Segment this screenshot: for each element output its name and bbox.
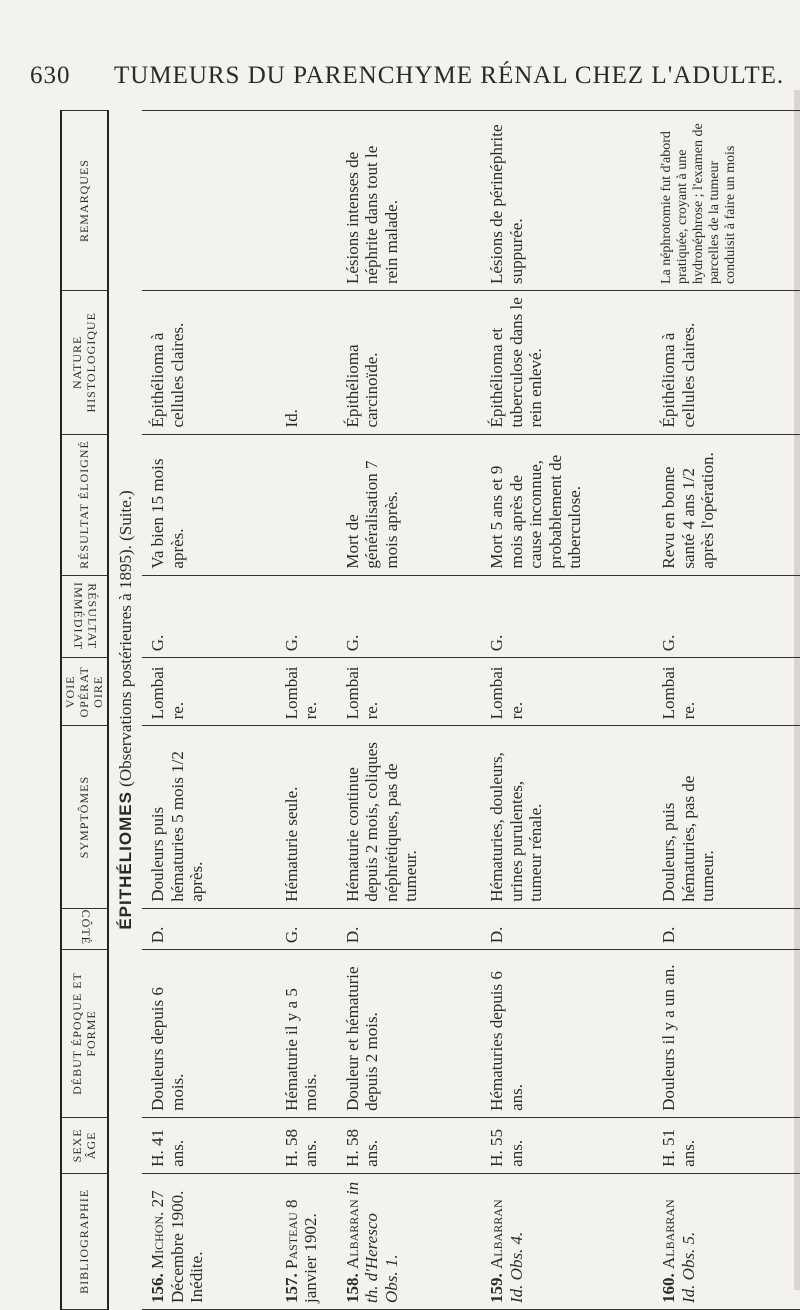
cell-symptomes: Hématurie seule.: [276, 726, 337, 908]
header-bibliographie: BIBLIOGRAPHIE: [61, 1173, 108, 1309]
cell-sexe-age: H. 51 ans.: [653, 1117, 800, 1173]
cell-nature: Épithélioma et tuberculose dans le rein enlevé.: [481, 291, 653, 434]
table-row: [653, 111, 800, 1310]
header-resultat-immediat: [61, 575, 108, 658]
cell-bibliographie: 159. Albarran Id. Obs. 4.: [481, 1173, 653, 1309]
cell-cote: D.: [653, 908, 800, 949]
cell-bibliographie: 158. Albarran in th. d'Herescо Obs. 1.: [337, 1173, 482, 1309]
cell-debut: Hématuries depuis 6 ans.: [481, 950, 653, 1118]
header-resultat-immediat-label: RÉSULTAT IMMÉDIAT: [71, 582, 100, 651]
cell-immediat: G.: [142, 575, 275, 658]
table-row: [337, 111, 482, 1310]
cell-remarques: Lésions intenses de néphrite dans tout le rein malade.: [337, 111, 482, 291]
table-row: [142, 111, 275, 1310]
cell-sexe-age: H. 58 ans.: [276, 1117, 337, 1173]
cell-voie: Lombaire.: [481, 658, 653, 726]
caption-row: [108, 111, 142, 1310]
cell-debut: Douleurs depuis 6 mois.: [142, 950, 275, 1118]
cell-debut: Douleur et hématurie depuis 2 mois.: [337, 950, 482, 1118]
header-symptomes: SYMPTÔMES: [61, 726, 108, 908]
cell-eloigne: Mort 5 ans et 9 mois après de cause inconnue, probablement de tuberculose.: [481, 434, 653, 575]
cell-voie: Lombaire.: [653, 658, 800, 726]
header-resultat-eloigne: RÉSULTAT ÉLOIGNÉ: [61, 434, 108, 575]
table-row: [481, 111, 653, 1310]
cell-immediat: G.: [481, 575, 653, 658]
cell-nature: Épithélioma à cellules claires.: [142, 291, 275, 434]
running-title: TUMEURS DU PARENCHYME RÉNAL CHEZ L'ADULTE.: [114, 62, 785, 89]
cell-bibliographie: 160. Albarran Id. Obs. 5.: [653, 1173, 800, 1309]
epitheliomes-table: [60, 110, 800, 1310]
running-head: [30, 62, 785, 92]
cell-remarques: [142, 111, 275, 291]
caption-strong: ÉPITHÉLIOMES: [116, 791, 136, 930]
page-number: 630: [30, 62, 71, 89]
cell-immediat: G.: [337, 575, 482, 658]
cell-cote: G.: [276, 908, 337, 949]
cell-symptomes: Douleurs puis hématuries 5 mois 1/2 après.: [142, 726, 275, 908]
header-cote-label: CÔTÉ: [78, 909, 93, 946]
cell-cote: D.: [481, 908, 653, 949]
cell-remarques: Lésions de périnéphrite suppurée.: [481, 111, 653, 291]
cell-cote: D.: [142, 908, 275, 949]
cell-sexe-age: H. 58 ans.: [337, 1117, 482, 1173]
cell-nature: Épithélioma carcinoïde.: [337, 291, 482, 434]
cell-eloigne: Va bien 15 mois après.: [142, 434, 275, 575]
cell-remarques: La néphrotomie fut d'abord pratiquée, croyant à une hydronéphrose ; l'examen de parcelles de la tumeur conduisit à faire un mois: [653, 111, 800, 291]
cell-cote: D.: [337, 908, 482, 949]
header-sexe-age: SEXE ÂGE: [61, 1117, 108, 1173]
cell-eloigne: Mort de généralisation 7 mois après.: [337, 434, 482, 575]
cell-symptomes: Hématuries, douleurs, urines purulentes, tumeur rénale.: [481, 726, 653, 908]
cell-eloigne: [276, 434, 337, 575]
header-debut: DÉBUT ÉPOQUE ET FORME: [61, 950, 108, 1118]
cell-immediat: G.: [276, 575, 337, 658]
header-voie: VOIE OPÉRATOIRE: [61, 658, 108, 726]
cell-symptomes: Douleurs, puis hématuries, pas de tumeur.: [653, 726, 800, 908]
header-row: [61, 111, 108, 1310]
cell-sexe-age: H. 41 ans.: [142, 1117, 275, 1173]
caption-rest: (Observations postérieures à 1895). (Suite.): [116, 490, 136, 787]
rotated-table-wrapper: [60, 110, 800, 1310]
cell-voie: Lombaire.: [142, 658, 275, 726]
cell-remarques: [276, 111, 337, 291]
cell-bibliographie: 156. Michon. 27 Décembre 1900. Inédite.: [142, 1173, 275, 1309]
cell-sexe-age: H. 55 ans.: [481, 1117, 653, 1173]
cell-bibliographie: 157. Pasteau 8 janvier 1902.: [276, 1173, 337, 1309]
header-nature: NATURE HISTOLOGIQUE: [61, 291, 108, 434]
cell-eloigne: Revu en bonne santé 4 ans 1/2 après l'opération.: [653, 434, 800, 575]
header-cote: [61, 908, 108, 949]
cell-debut: Douleurs il y a un an.: [653, 950, 800, 1118]
cell-voie: Lombaire.: [276, 658, 337, 726]
cell-nature: Id.: [276, 291, 337, 434]
cell-symptomes: Hématurie continue depuis 2 mois, coliques néphrétiques, pas de tumeur.: [337, 726, 482, 908]
table-row: [276, 111, 337, 1310]
header-remarques: REMARQUES: [61, 111, 108, 291]
cell-nature: Épithélioma à cellules claires.: [653, 291, 800, 434]
cell-voie: Lombaire.: [337, 658, 482, 726]
cell-immediat: G.: [653, 575, 800, 658]
table-caption: [108, 111, 142, 1310]
cell-debut: Hématurie il y a 5 mois.: [276, 950, 337, 1118]
